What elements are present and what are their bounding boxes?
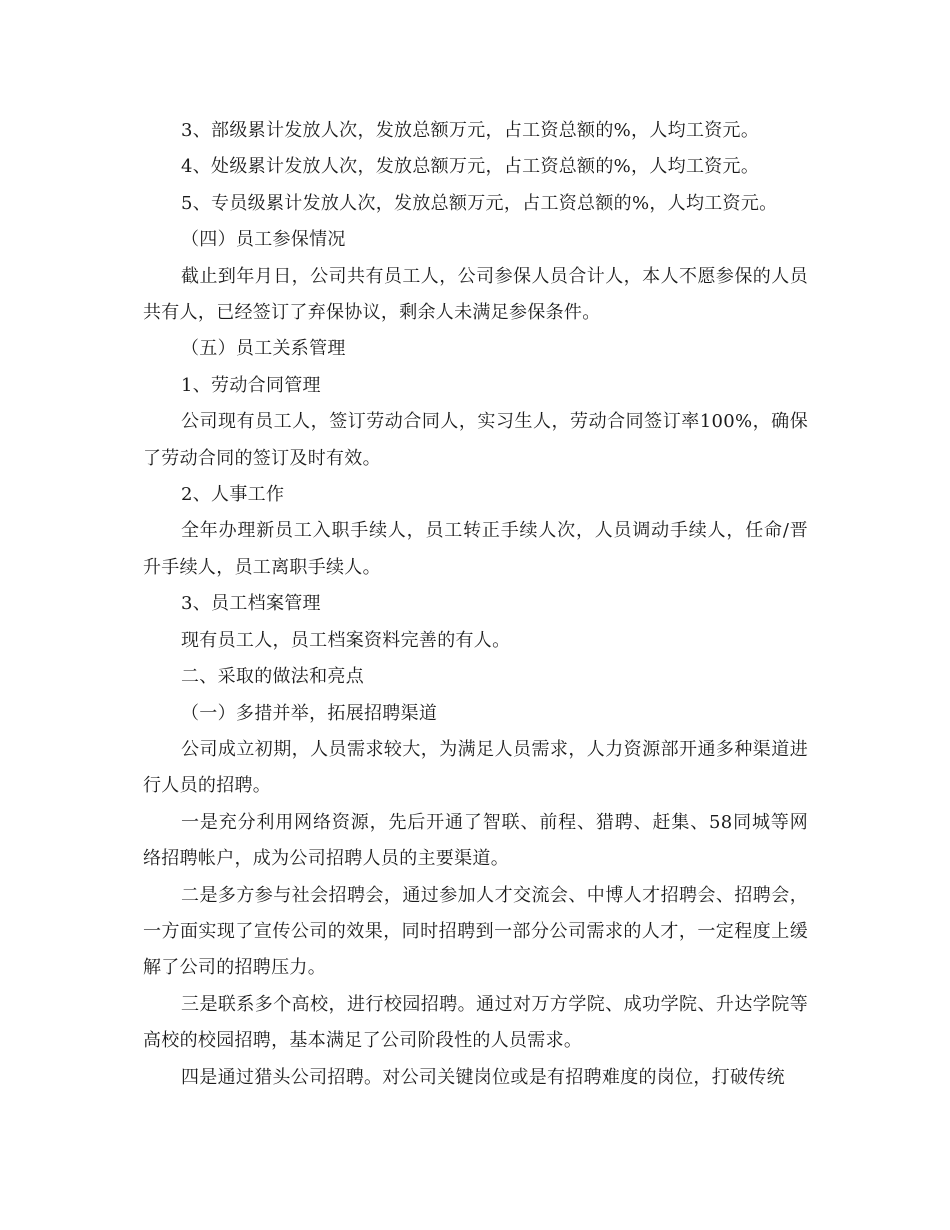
- subheading-archives: 3、员工档案管理: [181, 593, 321, 615]
- document-body: [143, 113, 808, 1096]
- paragraph-recruiting-fairs: 二是多方参与社会招聘会，通过参加人才交流会、中博人才招聘会、招聘会，一方面实现了宣传公司的效果，同时招聘到一部分公司需求的人才，一定程度上缓解了公司的招聘压力。: [143, 884, 808, 979]
- section-heading-relations: （五）员工关系管理: [181, 338, 346, 360]
- paragraph-personnel: 全年办理新员工入职手续人，员工转正手续人次，人员调动手续人，任命/晋升手续人，员工离职手续人。: [143, 520, 808, 578]
- paragraph-insurance: 截止到年月日，公司共有员工人，公司参保人员合计人，本人不愿参保的人员共有人，已经签订了弃保协议，剩余人未满足参保条件。: [143, 265, 808, 324]
- paragraph-archives: 现有员工人，员工档案资料完善的有人。: [181, 629, 511, 651]
- paragraph-item-4: 4、处级累计发放人次，发放总额万元，占工资总额的%，人均工资元。: [181, 156, 760, 178]
- subheading-personnel: 2、人事工作: [181, 484, 285, 506]
- paragraph-contract: 公司现有员工人，签订劳动合同人，实习生人，劳动合同签订率100%，确保了劳动合同的签订及时有效。: [143, 411, 808, 469]
- subheading-contract: 1、劳动合同管理: [181, 374, 321, 396]
- paragraph-item-5: 5、专员级累计发放人次，发放总额万元，占工资总额的%，人均工资元。: [181, 192, 778, 214]
- section-heading-practices: 二、采取的做法和亮点: [181, 666, 364, 688]
- paragraph-recruiting-campus: 三是联系多个高校，进行校园招聘。通过对万方学院、成功学院、升达学院等高校的校园招聘，基本满足了公司阶段性的人员需求。: [143, 993, 808, 1052]
- paragraph-recruiting-online: 一是充分利用网络资源，先后开通了智联、前程、猎聘、赶集、58同城等网络招聘帐户，成为公司招聘人员的主要渠道。: [143, 811, 808, 870]
- subheading-recruiting: （一）多措并举，拓展招聘渠道: [181, 702, 438, 724]
- section-heading-insurance: （四）员工参保情况: [181, 229, 346, 251]
- paragraph-item-3: 3、部级累计发放人次，发放总额万元，占工资总额的%，人均工资元。: [181, 120, 760, 141]
- paragraph-recruiting-intro: 公司成立初期，人员需求较大，为满足人员需求，人力资源部开通多种渠道进行人员的招聘。: [143, 738, 808, 797]
- paragraph-recruiting-headhunter: 四是通过猎头公司招聘。对公司关键岗位或是有招聘难度的岗位，打破传统: [181, 1066, 785, 1088]
